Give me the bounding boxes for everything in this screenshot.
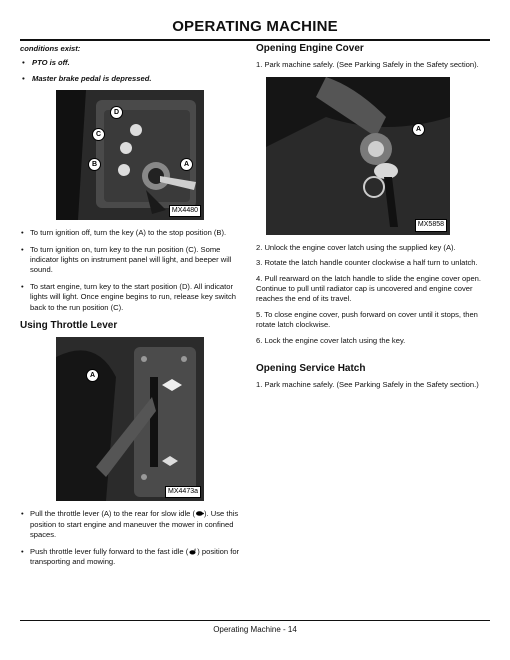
throttle-bullet [20,509,240,540]
latch-photo [266,77,450,235]
cover-step: 6. Lock the engine cover latch using the key. [256,335,406,345]
page-footer [20,620,490,634]
rabbit-icon [188,548,197,555]
figure-label: MX5858 [415,219,447,231]
throttle-bullet-text: Push throttle lever fully forward to the fast idle ( [30,546,189,556]
service-hatch-heading: Opening Service Hatch [256,363,366,375]
ignition-bullet: • To turn ignition on, turn key to the run position (C). Some indicator lights on instrument panel will light, and beeper will sound. [20,245,240,276]
condition-item: • PTO is off. [20,58,240,68]
throttle-bullet-text: ) position for transporting and mowing. [30,546,240,567]
conditions-title: conditions exist: [20,44,81,53]
throttle-illustration [56,337,204,501]
throttle-heading: Using Throttle Lever [20,320,118,332]
ignition-photo [56,90,204,220]
condition-item: • Master brake pedal is depressed. [20,74,240,84]
engine-cover-heading: Opening Engine Cover [256,43,364,54]
cover-step: 2. Unlock the engine cover latch using the supplied key (A). [256,242,456,252]
callout-a: A [86,369,99,382]
throttle-bullet-text: Pull the throttle lever (A) to the rear for slow idle ( [30,509,196,519]
right-column [256,44,490,396]
ignition-bullet: • To turn ignition off, turn the key (A) to the stop position (B). [20,228,240,238]
page-header [20,18,490,41]
hatch-step: 1. Park machine safely. (See Parking Safely in the Safety section.) [256,380,479,390]
callout-a: A [180,158,193,171]
header-rule [20,39,490,41]
callout-a: A [412,123,425,136]
callout-c: C [92,128,105,141]
throttle-photo [56,337,204,501]
page-title: OPERATING MACHINE [172,18,338,35]
throttle-bullet [20,547,240,568]
left-column [20,44,240,574]
footer-rule [20,620,490,621]
ignition-illustration [56,90,204,220]
turtle-icon [195,510,204,517]
page-number: Operating Machine - 14 [213,625,297,634]
figure-label: MX4480 [169,205,201,217]
ignition-bullet: • To start engine, turn key to the start position (D). All indicator lights will light. Once engine begins to run, release key switch back to the run position (C). [20,282,240,313]
callout-b: B [88,158,101,171]
throttle-bullet-text: ). Use this position to start engine and maneuver the mower in confined spaces. [30,509,239,540]
cover-step: 3. Rotate the latch handle counter clockwise a half turn to unlatch. [256,258,478,268]
callout-d: D [110,106,123,119]
cover-step: 1. Park machine safely. (See Parking Safely in the Safety section). [256,60,479,70]
cover-step: 4. Pull rearward on the latch handle to slide the engine cover open. Continue to pull until radiator cap is uncovered and engine cover reaches the end of its travel. [256,273,482,304]
figure-label: MX4473a [165,486,201,498]
latch-illustration [266,77,450,235]
cover-step: 5. To close engine cover, push forward on cover until it stops, then rotate latch clockwise. [256,309,478,330]
